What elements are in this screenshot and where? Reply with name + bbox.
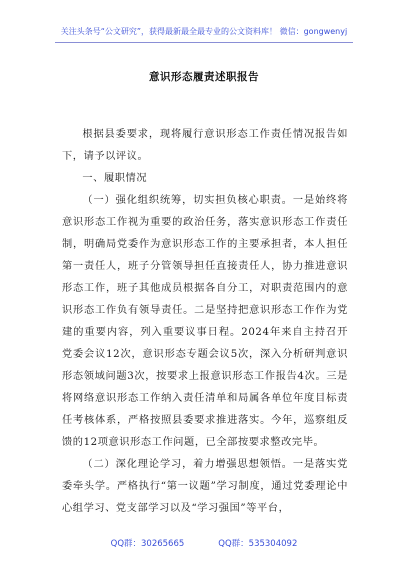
document-title: 意识形态履责述职报告	[149, 71, 259, 83]
intro-paragraph: 根据县委要求，现将履行意识形态工作责任情况报告如下，请予以评议。	[62, 129, 348, 162]
footer-qq-group-1: QQ群：30265665	[110, 539, 185, 549]
section-heading: 一、履职情况	[82, 173, 148, 184]
header-divider	[55, 42, 353, 43]
document-body	[62, 124, 348, 520]
header-banner: 关注头条号“公文研究”，获得最新最全最专业的公文资料库！ 微信：gongwenyj	[60, 27, 348, 36]
footer-qq-group-2: QQ群：535304092	[218, 539, 298, 549]
body-paragraph: （一）强化组织统筹，切实担负核心职责。一是始终将意识形态工作视为重要的政治任务，落实意识形态工作责任制，明确局党委作为意识形态工作的主要承担者，本人担任第一责任人，班子分管领导担任直接责任人，协力推进意识形态工作，班子其他成员根据各自分工，对职责范围内的意识形态工作负有领导责任。二是坚持把意识形态工作作为党建的重要内容，列入重要议事日程。2024年来自主持召开党委会议12次，意识形态专题会议5次，深入分析研判意识形态领域问题3次，按要求上报意识形态工作报告4次。三是将网络意识形态工作纳入责任清单和局属各单位年度目标责任考核体系，严格按照县委要求推进落实。今年，巡察组反馈的12项意识形态工作问题，已全部按要求整改完毕。	[62, 195, 348, 448]
footer-contacts	[0, 539, 408, 549]
body-paragraph: （二）深化理论学习，着力增强思想领悟。一是落实党委牵头学。严格执行“第一议题”学习制度，通过党委理论中心组学习、党支部学习以及“学习强国”等平台，	[62, 459, 348, 514]
